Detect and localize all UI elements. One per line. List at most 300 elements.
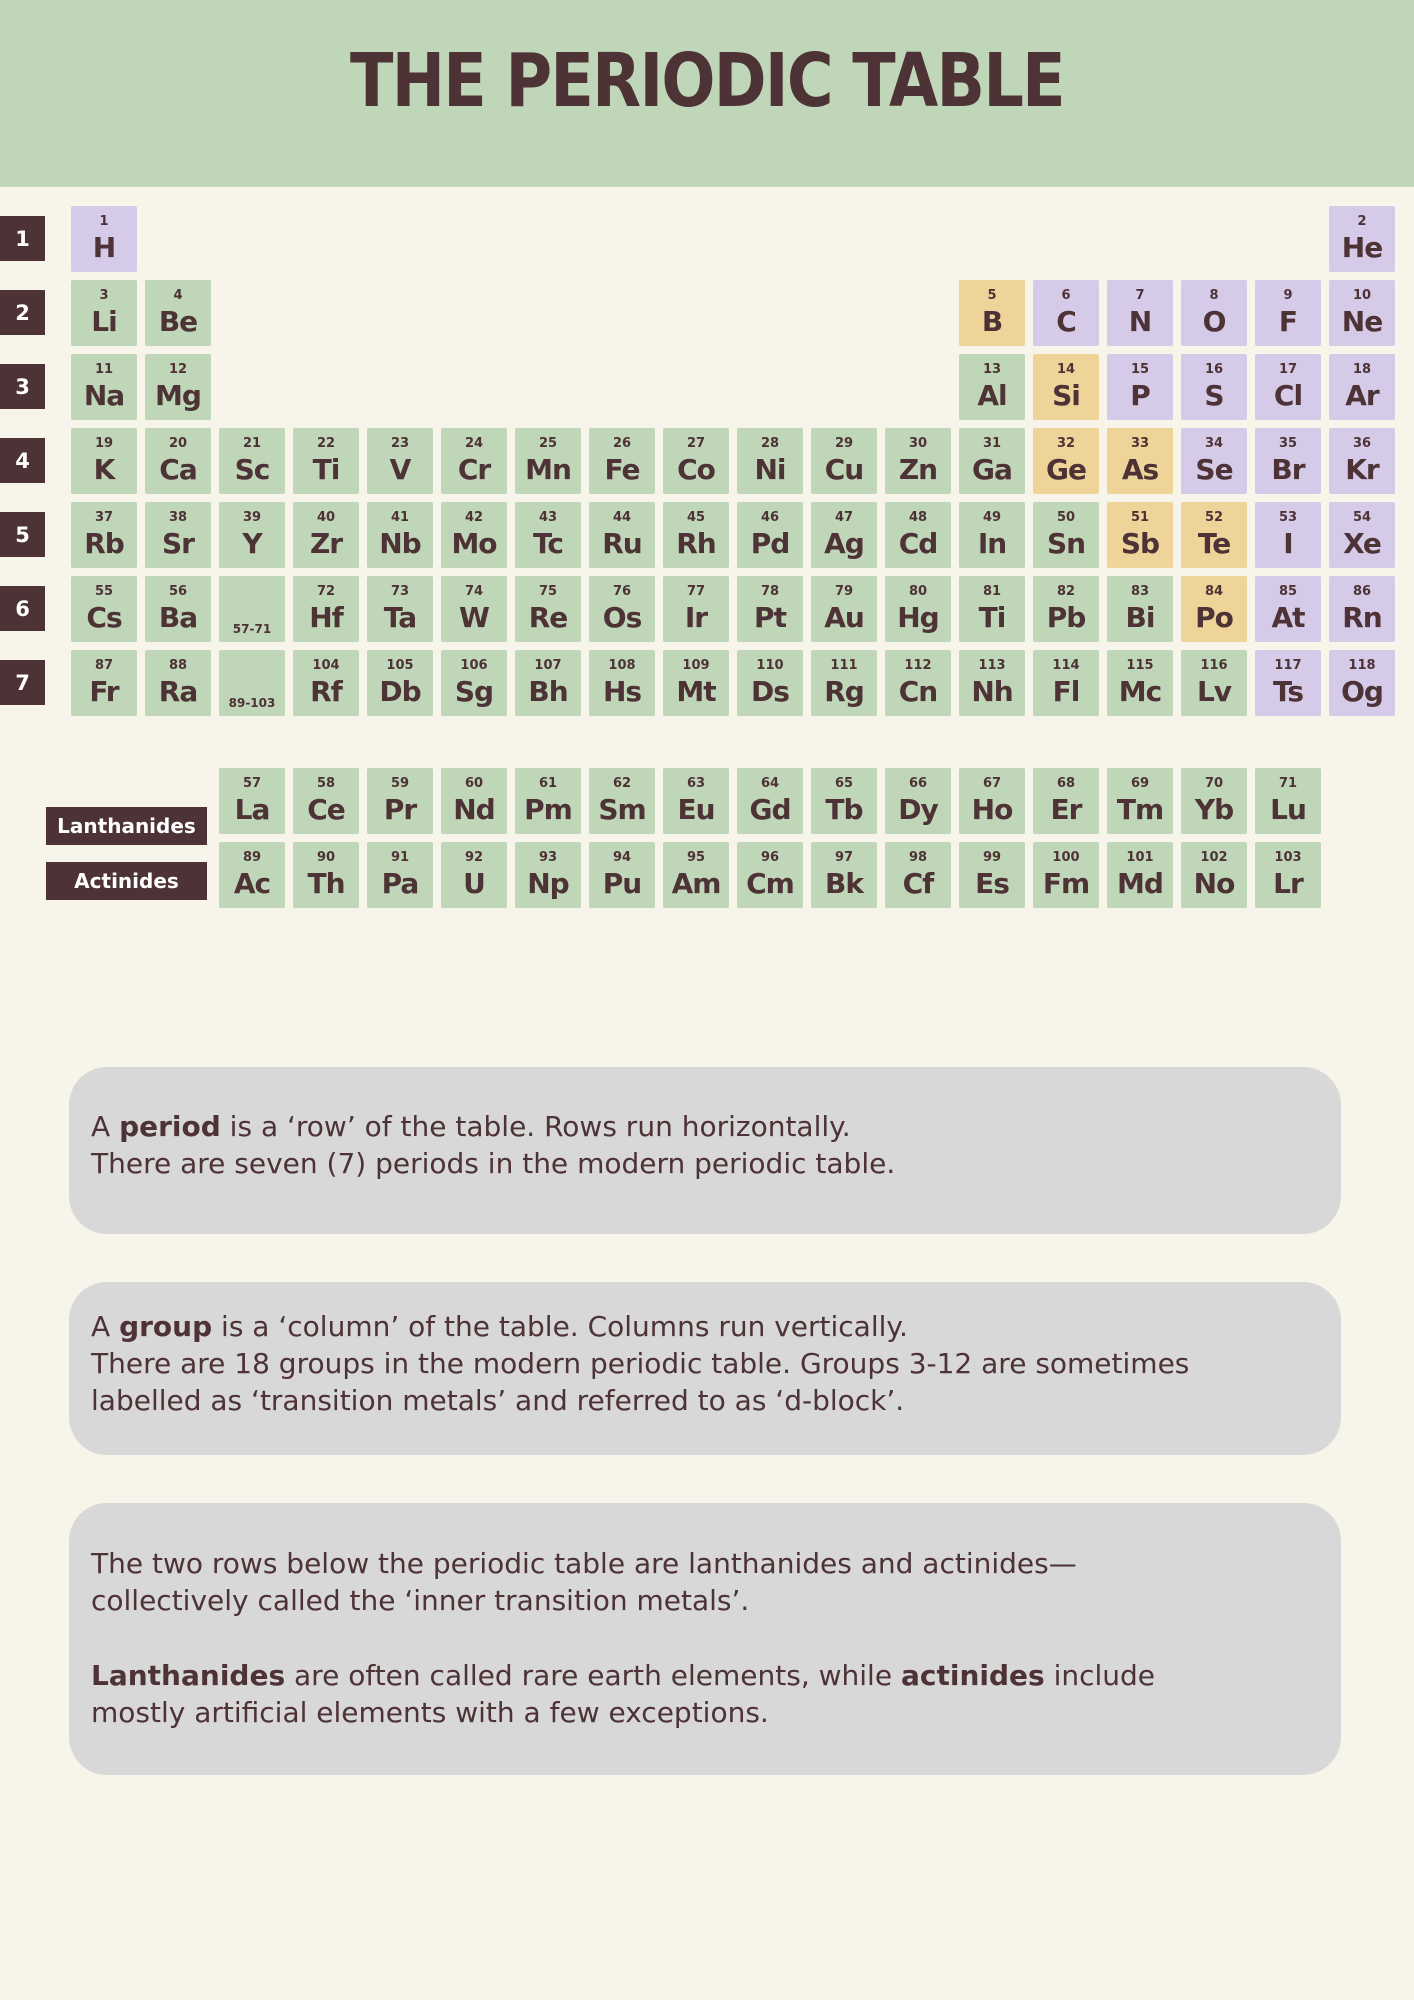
element-symbol: Md: [1117, 867, 1163, 900]
group-info-box: [69, 1282, 1341, 1455]
atomic-number: 13: [982, 362, 1002, 377]
group-info-line1: [91, 1308, 1319, 1345]
element-cell-lu: [1255, 768, 1321, 834]
atomic-number: 88: [168, 658, 188, 673]
element-symbol: Pm: [524, 793, 572, 826]
atomic-number: 35: [1278, 436, 1298, 451]
element-cell-fe: [589, 428, 655, 494]
element-cell-np: [515, 842, 581, 908]
element-cell-li: [71, 280, 137, 346]
element-symbol: Rf: [310, 675, 342, 708]
atomic-number: 58: [316, 776, 336, 791]
group-term: group: [119, 1310, 213, 1343]
element-symbol: Y: [242, 527, 262, 560]
period-number-4: 4: [0, 438, 45, 483]
lanthanides-term: Lanthanides: [91, 1659, 286, 1692]
element-cell-k: [71, 428, 137, 494]
element-symbol: Bh: [528, 675, 568, 708]
element-symbol: No: [1193, 867, 1235, 900]
element-cell-ra: [145, 650, 211, 716]
element-cell-la: [219, 768, 285, 834]
atomic-number: 7: [1135, 288, 1145, 303]
period-number-5: 5: [0, 512, 45, 557]
atomic-number: 46: [760, 510, 780, 525]
atomic-number: 93: [538, 850, 558, 865]
actinides-term: actinides: [900, 1659, 1045, 1692]
element-symbol: Sg: [454, 675, 494, 708]
element-cell-lr: [1255, 842, 1321, 908]
atomic-number: 17: [1278, 362, 1298, 377]
element-cell-ta: [367, 576, 433, 642]
atomic-number: 26: [612, 436, 632, 451]
element-symbol: Th: [307, 867, 345, 900]
element-symbol: Ti: [312, 453, 340, 486]
atomic-number: 98: [908, 850, 928, 865]
period-info-pre: A: [91, 1110, 120, 1143]
atomic-number: 34: [1204, 436, 1224, 451]
element-cell-cm: [737, 842, 803, 908]
atomic-number: 55: [94, 584, 114, 599]
element-cell-sg: [441, 650, 507, 716]
element-symbol: O: [1202, 305, 1226, 338]
atomic-number: 107: [534, 658, 562, 673]
element-cell-ca: [145, 428, 211, 494]
element-symbol: Ba: [158, 601, 198, 634]
atomic-number: 43: [538, 510, 558, 525]
element-symbol: Rg: [824, 675, 864, 708]
element-symbol: Lr: [1273, 867, 1303, 900]
atomic-number: 12: [168, 362, 188, 377]
atomic-number: 22: [316, 436, 336, 451]
element-symbol: Ge: [1046, 453, 1086, 486]
element-symbol: Yb: [1194, 793, 1234, 826]
atomic-number: 62: [612, 776, 632, 791]
atomic-number: 76: [612, 584, 632, 599]
element-symbol: Ti: [978, 601, 1006, 634]
atomic-number: 24: [464, 436, 484, 451]
atomic-number: 45: [686, 510, 706, 525]
element-symbol: Og: [1341, 675, 1383, 708]
element-cell-gd: [737, 768, 803, 834]
atomic-number: 111: [830, 658, 858, 673]
atomic-number: 105: [386, 658, 414, 673]
element-cell-co: [663, 428, 729, 494]
element-cell-in: [959, 502, 1025, 568]
element-cell-mo: [441, 502, 507, 568]
atomic-number: 73: [390, 584, 410, 599]
element-cell-bk: [811, 842, 877, 908]
atomic-number: 40: [316, 510, 336, 525]
element-symbol: Cd: [898, 527, 938, 560]
element-cell-ge: [1033, 428, 1099, 494]
element-symbol: Lu: [1270, 793, 1306, 826]
element-symbol: Zn: [898, 453, 938, 486]
element-cell-he: [1329, 206, 1395, 272]
element-symbol: Pt: [754, 601, 786, 634]
atomic-number: 47: [834, 510, 854, 525]
atomic-number: 102: [1200, 850, 1228, 865]
element-symbol: Hs: [602, 675, 642, 708]
atomic-number: 49: [982, 510, 1002, 525]
element-cell-cf: [885, 842, 951, 908]
element-symbol: Ds: [751, 675, 789, 708]
element-symbol: Hf: [309, 601, 343, 634]
element-cell-pm: [515, 768, 581, 834]
element-symbol: Fm: [1042, 867, 1090, 900]
element-cell-yb: [1181, 768, 1247, 834]
atomic-number: 9: [1283, 288, 1293, 303]
atomic-number: 54: [1352, 510, 1372, 525]
atomic-number: 85: [1278, 584, 1298, 599]
element-cell-am: [663, 842, 729, 908]
element-cell-ba: [145, 576, 211, 642]
element-symbol: Sn: [1046, 527, 1086, 560]
atomic-number: 64: [760, 776, 780, 791]
element-symbol: Gd: [749, 793, 791, 826]
element-symbol: Cs: [86, 601, 122, 634]
element-cell-y: [219, 502, 285, 568]
period-info-box: [69, 1067, 1341, 1234]
element-symbol: Pu: [602, 867, 642, 900]
atomic-number: 18: [1352, 362, 1372, 377]
period-number-6: 6: [0, 586, 45, 631]
element-cell-mc: [1107, 650, 1173, 716]
element-cell-ds: [737, 650, 803, 716]
atomic-number: 97: [834, 850, 854, 865]
element-symbol: Xe: [1343, 527, 1381, 560]
atomic-number: 96: [760, 850, 780, 865]
element-symbol: Cf: [902, 867, 934, 900]
element-symbol: Hg: [897, 601, 939, 634]
element-symbol: Db: [379, 675, 421, 708]
element-cell-og: [1329, 650, 1395, 716]
atomic-number: 42: [464, 510, 484, 525]
element-cell-hf: [293, 576, 359, 642]
atomic-number: 2: [1357, 214, 1367, 229]
atomic-number: 3: [99, 288, 109, 303]
element-cell-fl: [1033, 650, 1099, 716]
element-cell-be: [145, 280, 211, 346]
element-cell-fm: [1033, 842, 1099, 908]
atomic-number: 86: [1352, 584, 1372, 599]
element-symbol: Bk: [825, 867, 863, 900]
element-symbol: Ts: [1272, 675, 1304, 708]
atomic-number: 77: [686, 584, 706, 599]
actinides-label: Actinides: [46, 862, 207, 900]
element-cell-cu: [811, 428, 877, 494]
element-cell-mg: [145, 354, 211, 420]
element-cell-ts: [1255, 650, 1321, 716]
atomic-number: 53: [1278, 510, 1298, 525]
element-symbol: Sc: [234, 453, 270, 486]
element-symbol: Rh: [676, 527, 716, 560]
atomic-number: 31: [982, 436, 1002, 451]
atomic-number: 84: [1204, 584, 1224, 599]
atomic-number: 79: [834, 584, 854, 599]
inner-info-mid: are often called rare earth elements, while: [285, 1659, 901, 1692]
element-symbol: Ni: [754, 453, 786, 486]
atomic-number: 87: [94, 658, 114, 673]
atomic-number: 59: [390, 776, 410, 791]
atomic-number: 21: [242, 436, 262, 451]
element-symbol: Pb: [1046, 601, 1086, 634]
element-symbol: La: [234, 793, 270, 826]
element-symbol: Na: [83, 379, 125, 412]
element-symbol: Mn: [525, 453, 571, 486]
atomic-number: 106: [460, 658, 488, 673]
element-cell-sm: [589, 768, 655, 834]
atomic-number: 20: [168, 436, 188, 451]
element-symbol: Nd: [453, 793, 495, 826]
atomic-number: 92: [464, 850, 484, 865]
period-number-7: 7: [0, 660, 45, 705]
element-symbol: Nb: [379, 527, 421, 560]
atomic-number: 74: [464, 584, 484, 599]
element-symbol: K: [93, 453, 115, 486]
element-symbol: Cl: [1273, 379, 1303, 412]
element-cell-rg: [811, 650, 877, 716]
atomic-number: 75: [538, 584, 558, 599]
atomic-number: 81: [982, 584, 1002, 599]
period-info-line1: [91, 1108, 1319, 1145]
atomic-number: 72: [316, 584, 336, 599]
atomic-number: 69: [1130, 776, 1150, 791]
atomic-number: 52: [1204, 510, 1224, 525]
atomic-number: 114: [1052, 658, 1080, 673]
atomic-number: 29: [834, 436, 854, 451]
element-symbol: Au: [824, 601, 864, 634]
element-cell-tc: [515, 502, 581, 568]
element-symbol: Er: [1050, 793, 1082, 826]
element-cell-h: [71, 206, 137, 272]
element-symbol: Ag: [824, 527, 864, 560]
atomic-number: 70: [1204, 776, 1224, 791]
element-cell-p: [1107, 354, 1173, 420]
element-symbol: Li: [91, 305, 117, 338]
element-cell-es: [959, 842, 1025, 908]
element-cell-lv: [1181, 650, 1247, 716]
atomic-number: 27: [686, 436, 706, 451]
atomic-number: 8: [1209, 288, 1219, 303]
atomic-number: 23: [390, 436, 410, 451]
atomic-number: 110: [756, 658, 784, 673]
element-cell-n: [1107, 280, 1173, 346]
period-info-post: is a ‘row’ of the table. Rows run horizontally.: [220, 1110, 851, 1143]
element-symbol: P: [1130, 379, 1150, 412]
element-symbol: Bi: [1125, 601, 1155, 634]
element-cell-at: [1255, 576, 1321, 642]
element-cell-se: [1181, 428, 1247, 494]
atomic-number: 113: [978, 658, 1006, 673]
element-symbol: Mt: [676, 675, 716, 708]
element-symbol: Be: [158, 305, 198, 338]
atomic-number: 117: [1274, 658, 1302, 673]
element-symbol: W: [459, 601, 489, 634]
element-cell-rf: [293, 650, 359, 716]
element-symbol: Ne: [1341, 305, 1383, 338]
series-range-label: 89-103: [228, 696, 276, 710]
atomic-number: 71: [1278, 776, 1298, 791]
element-symbol: Eu: [677, 793, 715, 826]
element-cell-po: [1181, 576, 1247, 642]
atomic-number: 30: [908, 436, 928, 451]
element-cell-pd: [737, 502, 803, 568]
element-symbol: Os: [602, 601, 642, 634]
element-symbol: Br: [1271, 453, 1305, 486]
element-cell-sn: [1033, 502, 1099, 568]
element-symbol: As: [1121, 453, 1159, 486]
element-cell-te: [1181, 502, 1247, 568]
atomic-number: 108: [608, 658, 636, 673]
element-symbol: Ac: [233, 867, 271, 900]
element-cell-ti: [959, 576, 1025, 642]
element-cell-ac: [219, 842, 285, 908]
element-symbol: Po: [1195, 601, 1233, 634]
element-symbol: Rb: [84, 527, 124, 560]
element-symbol: Nh: [971, 675, 1013, 708]
element-cell-mt: [663, 650, 729, 716]
element-cell-pu: [589, 842, 655, 908]
atomic-number: 116: [1200, 658, 1228, 673]
series-range-label: 57-71: [232, 622, 272, 636]
element-cell-nd: [441, 768, 507, 834]
element-cell-sb: [1107, 502, 1173, 568]
element-symbol: C: [1056, 305, 1076, 338]
atomic-number: 65: [834, 776, 854, 791]
element-symbol: Al: [977, 379, 1007, 412]
element-cell-ag: [811, 502, 877, 568]
element-cell-ce: [293, 768, 359, 834]
element-cell-re: [515, 576, 581, 642]
element-cell-u: [441, 842, 507, 908]
element-cell-kr: [1329, 428, 1395, 494]
element-symbol: Ga: [972, 453, 1012, 486]
element-cell-sr: [145, 502, 211, 568]
atomic-number: 15: [1130, 362, 1150, 377]
element-symbol: Rn: [1342, 601, 1382, 634]
atomic-number: 28: [760, 436, 780, 451]
element-symbol: Te: [1197, 527, 1231, 560]
element-cell-nh: [959, 650, 1025, 716]
atomic-number: 109: [682, 658, 710, 673]
atomic-number: 104: [312, 658, 340, 673]
atomic-number: 61: [538, 776, 558, 791]
element-cell-na: [71, 354, 137, 420]
inner-info-post: include: [1044, 1659, 1156, 1692]
element-cell-b: [959, 280, 1025, 346]
element-symbol: I: [1283, 527, 1293, 560]
element-cell-ti: [293, 428, 359, 494]
atomic-number: 6: [1061, 288, 1071, 303]
atomic-number: 115: [1126, 658, 1154, 673]
element-cell-eu: [663, 768, 729, 834]
atomic-number: 83: [1130, 584, 1150, 599]
element-symbol: Ru: [602, 527, 642, 560]
atomic-number: 48: [908, 510, 928, 525]
element-symbol: Mo: [451, 527, 497, 560]
element-cell-cd: [885, 502, 951, 568]
atomic-number: 39: [242, 510, 262, 525]
atomic-number: 91: [390, 850, 410, 865]
element-symbol: Co: [677, 453, 715, 486]
atomic-number: 38: [168, 510, 188, 525]
group-info-post: is a ‘column’ of the table. Columns run vertically.: [212, 1310, 908, 1343]
atomic-number: 57: [242, 776, 262, 791]
atomic-number: 51: [1130, 510, 1150, 525]
atomic-number: 4: [173, 288, 183, 303]
element-symbol: Tb: [825, 793, 863, 826]
atomic-number: 68: [1056, 776, 1076, 791]
element-cell-th: [293, 842, 359, 908]
element-cell-rn: [1329, 576, 1395, 642]
element-symbol: Pa: [381, 867, 419, 900]
element-symbol: Tm: [1116, 793, 1164, 826]
element-symbol: V: [389, 453, 411, 486]
element-symbol: B: [981, 305, 1003, 338]
element-symbol: Np: [527, 867, 569, 900]
group-info-line2: There are 18 groups in the modern periodic table. Groups 3-12 are sometimes: [91, 1347, 1190, 1380]
series-placeholder-cell: [219, 650, 285, 716]
inner-info-line1: The two rows below the periodic table are lanthanides and actinides—: [91, 1547, 1077, 1580]
element-symbol: Ce: [307, 793, 345, 826]
atomic-number: 103: [1274, 850, 1302, 865]
atomic-number: 50: [1056, 510, 1076, 525]
element-symbol: Lv: [1196, 675, 1232, 708]
element-symbol: Fr: [89, 675, 119, 708]
element-cell-cs: [71, 576, 137, 642]
header-banner: [0, 0, 1414, 187]
atomic-number: 67: [982, 776, 1002, 791]
element-cell-ho: [959, 768, 1025, 834]
element-cell-ni: [737, 428, 803, 494]
element-symbol: Es: [975, 867, 1009, 900]
atomic-number: 66: [908, 776, 928, 791]
element-cell-sc: [219, 428, 285, 494]
element-cell-f: [1255, 280, 1321, 346]
atomic-number: 112: [904, 658, 932, 673]
period-number-2: 2: [0, 290, 45, 335]
element-symbol: Fl: [1052, 675, 1080, 708]
element-cell-as: [1107, 428, 1173, 494]
element-cell-pb: [1033, 576, 1099, 642]
lanthanides-label: Lanthanides: [46, 807, 207, 845]
element-cell-al: [959, 354, 1025, 420]
element-symbol: F: [1278, 305, 1298, 338]
atomic-number: 33: [1130, 436, 1150, 451]
atomic-number: 19: [94, 436, 114, 451]
atomic-number: 63: [686, 776, 706, 791]
element-symbol: In: [977, 527, 1007, 560]
element-symbol: H: [92, 231, 116, 264]
element-cell-er: [1033, 768, 1099, 834]
element-symbol: Pr: [383, 793, 417, 826]
element-symbol: Kr: [1345, 453, 1379, 486]
element-cell-ne: [1329, 280, 1395, 346]
element-symbol: Ra: [158, 675, 198, 708]
element-symbol: Tc: [533, 527, 563, 560]
inner-info-line3: [91, 1657, 1319, 1694]
atomic-number: 101: [1126, 850, 1154, 865]
group-info-line3: labelled as ‘transition metals’ and referred to as ‘d-block’.: [91, 1384, 905, 1417]
element-symbol: Zr: [309, 527, 343, 560]
element-cell-fr: [71, 650, 137, 716]
element-cell-c: [1033, 280, 1099, 346]
element-symbol: Fe: [604, 453, 640, 486]
atomic-number: 82: [1056, 584, 1076, 599]
period-term: period: [119, 1110, 221, 1143]
element-cell-ir: [663, 576, 729, 642]
atomic-number: 80: [908, 584, 928, 599]
